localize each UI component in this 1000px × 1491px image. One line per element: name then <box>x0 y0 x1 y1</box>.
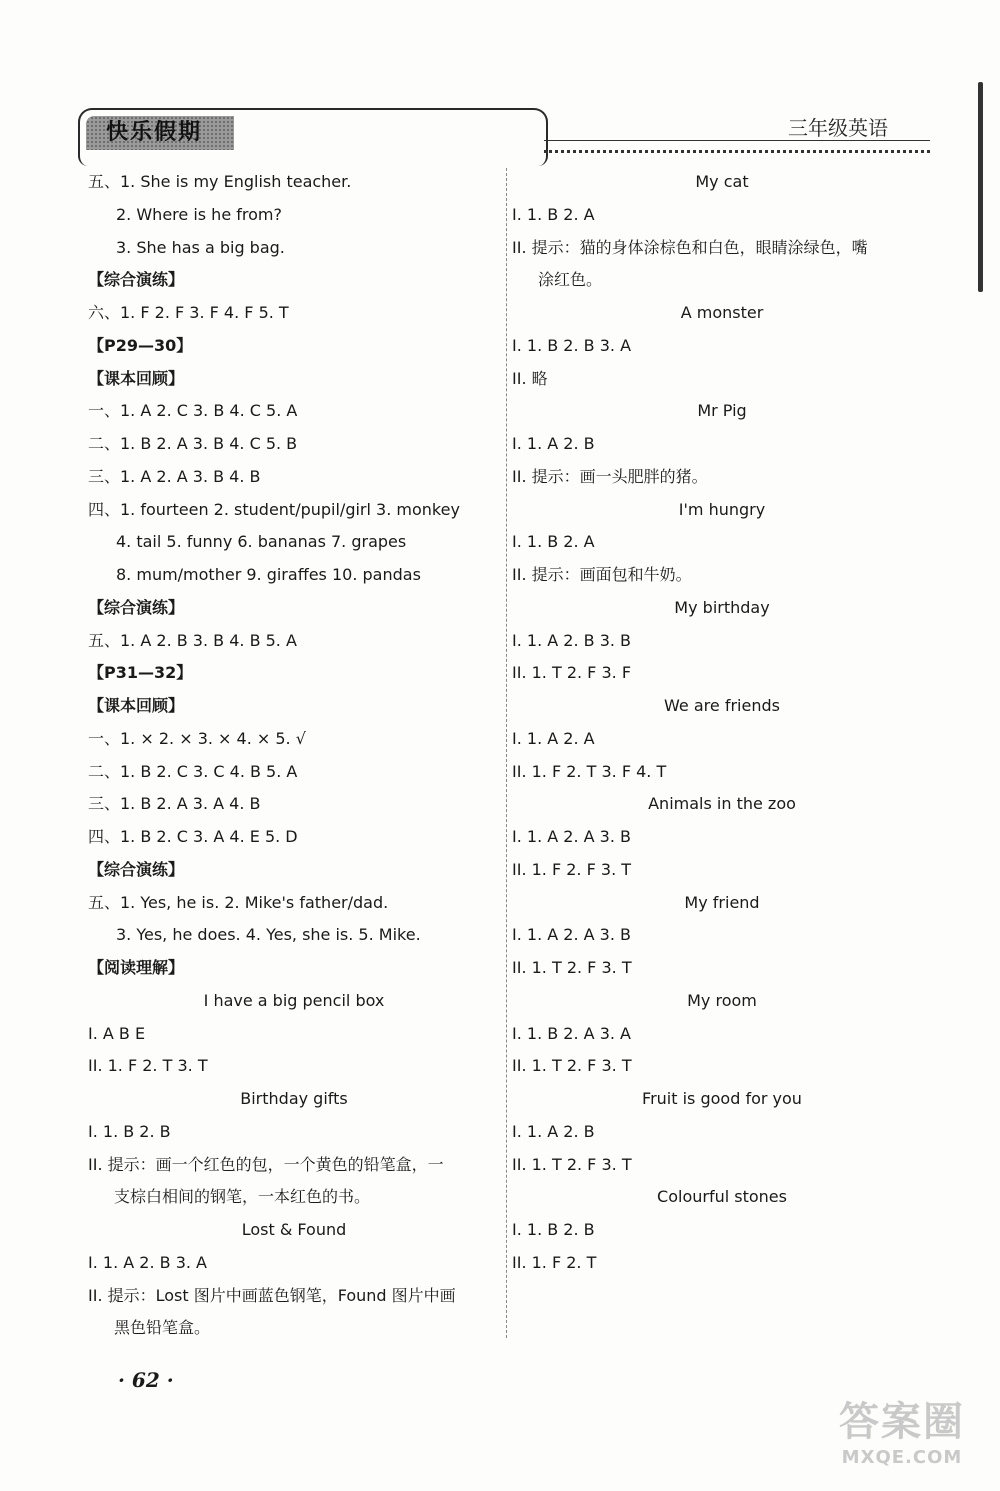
answer-line: II. 提示：画一个红色的包，一个黄色的铅笔盒，一 <box>88 1154 444 1174</box>
section-title: Animals in the zoo <box>648 794 796 814</box>
section-title: My birthday <box>674 597 770 617</box>
answer-line: 一、1. × 2. × 3. × 4. × 5. √ <box>88 728 306 748</box>
answer-line: I. 1. B 2. B <box>88 1121 171 1141</box>
section-heading: 【课本回顾】 <box>88 368 185 388</box>
answer-line: 黑色铅笔盒。 <box>114 1318 211 1338</box>
answer-line: 8. mum/mother 9. giraffes 10. pandas <box>116 565 421 584</box>
section-title: My cat <box>695 172 749 191</box>
section-title: My friend <box>684 892 760 912</box>
answer-line: I. 1. A 2. B <box>512 1121 595 1141</box>
answer-line: I. 1. B 2. B 3. A <box>512 335 632 355</box>
header-dotted-rule <box>544 150 930 153</box>
answer-line: II. 1. F 2. T 3. F 4. T <box>512 761 667 781</box>
section-title: A monster <box>680 303 764 322</box>
answer-line: II. 1. F 2. F 3. T <box>512 859 632 879</box>
answer-line: I. 1. A 2. A 3. B <box>512 925 631 945</box>
answer-line: 四、1. fourteen 2. student/pupil/girl 3. monkey <box>88 499 460 519</box>
answer-line: I. 1. A 2. B 3. B <box>512 630 632 650</box>
answer-line: 五、1. A 2. B 3. B 4. B 5. A <box>88 630 297 650</box>
answer-line: II. 1. F 2. T 3. T <box>88 1056 208 1076</box>
answer-line: I. 1. A 2. B 3. A <box>88 1252 207 1272</box>
answer-line: II. 1. F 2. T <box>512 1252 597 1272</box>
watermark <box>822 1398 982 1478</box>
answer-line: II. 提示：画一头肥胖的猪。 <box>512 466 708 486</box>
section-title: Birthday gifts <box>240 1089 348 1108</box>
section-title: Colourful stones <box>657 1187 787 1207</box>
section-title: Lost & Found <box>241 1220 347 1239</box>
section-heading: 【综合演练】 <box>88 270 185 290</box>
section-heading: 【P31—32】 <box>88 663 193 683</box>
answer-line: 3. She has a big bag. <box>116 237 285 257</box>
answer-line: II. 提示：猫的身体涂棕色和白色，眼睛涂绿色，嘴 <box>512 237 868 257</box>
answer-line: I. 1. A 2. B <box>512 434 595 453</box>
section-title: I have a big pencil box <box>203 990 385 1010</box>
answer-line: II. 1. T 2. F 3. T <box>512 1056 632 1076</box>
right-answer-column <box>512 166 932 1280</box>
answer-line: 4. tail 5. funny 6. bananas 7. grapes <box>116 532 407 552</box>
section-title: I'm hungry <box>678 499 766 519</box>
answer-line: II. 提示：Lost 图片中画蓝色钢笔，Found 图片中画 <box>88 1285 456 1305</box>
answer-line: 支棕白相间的钢笔，一本红色的书。 <box>114 1187 371 1207</box>
answer-line: 三、1. A 2. A 3. B 4. B <box>88 466 261 486</box>
watermark-site: MXQE.COM <box>841 1447 963 1468</box>
page-edge-mark <box>978 82 983 292</box>
answer-line: 二、1. B 2. A 3. B 4. C 5. B <box>88 434 298 453</box>
header-rule <box>544 140 930 141</box>
page-number: · 62 · <box>118 1368 174 1392</box>
section-heading: 【课本回顾】 <box>88 696 185 715</box>
left-answer-column <box>88 166 500 1345</box>
header-subject: 三年级英语 <box>788 116 888 140</box>
answer-line: I. 1. B 2. A <box>512 204 595 224</box>
answer-line: I. 1. A 2. A 3. B <box>512 827 631 846</box>
answer-line: 五、1. She is my English teacher. <box>88 172 352 191</box>
answer-line: II. 1. T 2. F 3. T <box>512 958 632 977</box>
answer-line: 五、1. Yes, he is. 2. Mike's father/dad. <box>88 892 389 912</box>
answer-line: 涂红色。 <box>538 270 603 290</box>
answer-line: II. 略 <box>512 368 548 388</box>
answer-line: 3. Yes, he does. 4. Yes, she is. 5. Mike. <box>116 925 421 945</box>
answer-line: 三、1. B 2. A 3. A 4. B <box>88 794 261 814</box>
section-title: My room <box>687 990 757 1010</box>
answer-line: II. 1. T 2. F 3. F <box>512 663 632 683</box>
section-title: We are friends <box>664 696 780 715</box>
section-heading: 【综合演练】 <box>88 859 185 879</box>
answer-line: I. 1. B 2. B <box>512 1220 595 1239</box>
answer-line: 2. Where is he from? <box>116 204 282 224</box>
section-heading: 【综合演练】 <box>88 597 185 617</box>
answer-line: 六、1. F 2. F 3. F 4. F 5. T <box>88 303 289 322</box>
section-title: Mr Pig <box>697 401 747 421</box>
answer-line: 一、1. A 2. C 3. B 4. C 5. A <box>88 401 298 421</box>
header-badge: 快乐假期 <box>86 116 234 150</box>
section-heading: 【阅读理解】 <box>88 958 185 977</box>
answer-line: 四、1. B 2. C 3. A 4. E 5. D <box>88 827 298 846</box>
answer-line: I. 1. B 2. A 3. A <box>512 1023 631 1043</box>
answer-line: I. 1. B 2. A <box>512 532 595 552</box>
column-divider <box>506 168 507 1338</box>
section-heading: 【P29—30】 <box>88 335 193 355</box>
watermark-logo: 答案圈 <box>839 1399 965 1445</box>
section-title: Fruit is good for you <box>642 1089 802 1108</box>
answer-line: I. A B E <box>88 1023 146 1043</box>
answer-line: 二、1. B 2. C 3. C 4. B 5. A <box>88 761 298 781</box>
answer-line: II. 1. T 2. F 3. T <box>512 1154 632 1174</box>
answer-line: II. 提示：画面包和牛奶。 <box>512 565 692 584</box>
answer-line: I. 1. A 2. A <box>512 728 595 748</box>
